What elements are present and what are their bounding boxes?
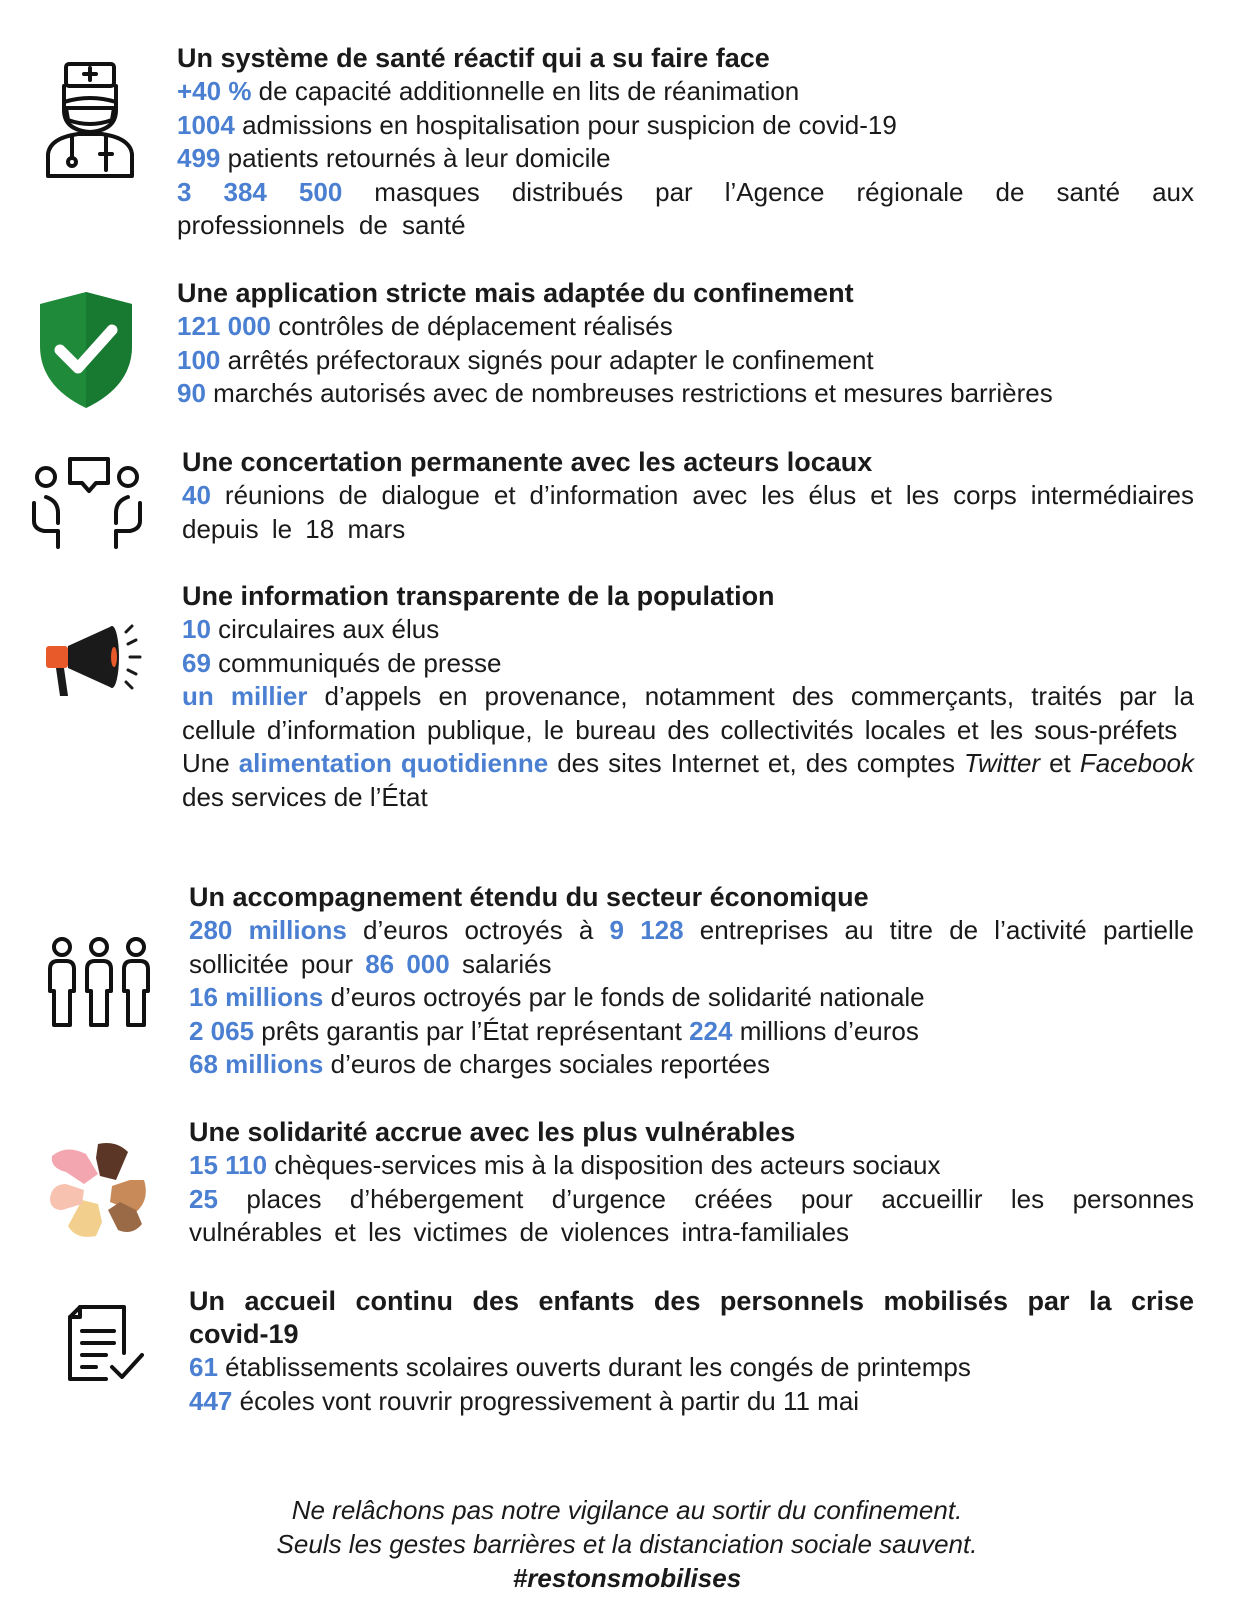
stat-value: 2 065: [189, 1015, 255, 1046]
section-title: Une concertation permanente avec les acteurs locaux: [182, 447, 873, 477]
section-economie: [189, 881, 1194, 1082]
section-title: Une information transparente de la population: [182, 581, 775, 611]
section-sante: [177, 42, 1194, 243]
stat-value: alimentation quotidienne: [238, 748, 549, 778]
stat-text: communiqués de presse: [210, 647, 502, 678]
megaphone-icon: [42, 620, 146, 700]
shield-check-icon: [36, 290, 136, 410]
stat-value: 9 128: [609, 915, 684, 945]
stat-text: contrôles de déplacement réalisés: [270, 311, 673, 341]
section-information: [182, 580, 1194, 814]
stat-text: d’appels en provenance, notamment des commerçants, traités par la cellule d’information publique, le bureau des collectivités locales et les sous-préfets: [182, 681, 1195, 745]
footer-line: Ne relâchons pas notre vigilance au sortir du confinement.: [291, 1495, 963, 1525]
stat-text: patients retournés à leur domicile: [220, 143, 611, 173]
section-title: Un accompagnement étendu du secteur économique: [189, 882, 869, 912]
checklist-icon: [66, 1303, 146, 1383]
stat-value: 68 millions: [189, 1049, 324, 1079]
hashtag: #restonsmobilises: [512, 1563, 742, 1593]
section-confinement: [177, 277, 1194, 411]
stat-value: 499: [177, 143, 221, 173]
doctor-icon: [42, 58, 138, 178]
section-title: Une application stricte mais adaptée du confinement: [177, 278, 854, 308]
stat-value: 15 110: [189, 1150, 268, 1180]
stat-text: admissions en hospitalisation pour suspicion de covid-19: [234, 109, 897, 140]
section-accueil: [189, 1285, 1194, 1418]
stat-value: 280 millions: [189, 915, 347, 945]
stat-value: 10: [182, 614, 211, 644]
stat-text: écoles vont rouvrir progressivement à partir du 11 mai: [232, 1385, 860, 1416]
stat-text: marchés autorisés avec de nombreuses restrictions et mesures barrières: [205, 378, 1053, 408]
stat-text: arrêtés préfectoraux signés pour adapter le confinement: [220, 344, 874, 375]
stat-value: 16 millions: [189, 982, 324, 1012]
stat-value: 61: [189, 1352, 218, 1382]
stat-value: 1004: [177, 109, 235, 140]
stat-text: et: [1040, 748, 1071, 778]
twitter-label: Twitter: [964, 748, 1041, 778]
stat-text: des services de l’État: [182, 781, 428, 812]
stat-value: 100: [177, 344, 221, 375]
stat-text: de capacité additionnelle en lits de réanimation: [251, 76, 800, 106]
stat-text: réunions de dialogue et d’information avec les élus et les corps intermédiaires depuis le 18 mars: [182, 480, 1194, 544]
stat-value: 3 384 500: [177, 176, 343, 207]
section-concertation: [182, 446, 1194, 546]
section-title: Un système de santé réactif qui a su faire face: [177, 43, 770, 73]
stat-text: d’euros octroyés par le fonds de solidarité nationale: [323, 982, 925, 1012]
stat-value: 90: [177, 378, 206, 408]
stat-text: prêts garantis par l’État représentant: [254, 1015, 690, 1046]
stat-value: 447: [189, 1385, 233, 1416]
facebook-label: Facebook: [1079, 748, 1195, 778]
stat-value: 86 000: [365, 948, 450, 979]
stat-text: salariés: [449, 948, 552, 979]
dialogue-icon: [28, 455, 146, 555]
stat-value: +40 %: [177, 76, 252, 106]
section-title: Un accueil continu des enfants des personnels mobilisés par la crise covid-19: [189, 1286, 1194, 1349]
stat-text: places d’hébergement d’urgence créées pour accueillir les personnes vulnérables et les victimes de violences intra-familiales: [189, 1183, 1194, 1247]
stat-value: 40: [182, 480, 211, 510]
section-solidarite: [189, 1116, 1194, 1250]
stat-text: circulaires aux élus: [210, 614, 440, 644]
joined-hands-icon: [46, 1140, 150, 1240]
stat-value: 224: [689, 1015, 733, 1046]
stat-text: d’euros de charges sociales reportées: [323, 1049, 770, 1079]
section-title: Une solidarité accrue avec les plus vulnérables: [189, 1117, 796, 1147]
stat-text: d’euros octroyés à: [346, 915, 610, 945]
stat-text: entreprises au titre de l’activité partielle sollicitée pour: [189, 915, 1194, 979]
footer-line: Seuls les gestes barrières et la distanciation sociale sauvent.: [276, 1529, 978, 1559]
stat-value: un millier: [182, 681, 308, 711]
stat-text: chèques-services mis à la disposition des acteurs sociaux: [267, 1150, 941, 1180]
stat-text: Une: [182, 748, 239, 778]
stat-value: 25: [189, 1183, 218, 1214]
stat-text: masques distribués par l’Agence régionale de santé aux professionnels de santé: [177, 176, 1194, 240]
footer: [0, 1493, 1254, 1595]
people-group-icon: [44, 935, 154, 1031]
stat-text: établissements scolaires ouverts durant les congés de printemps: [217, 1352, 971, 1382]
stat-text: millions d’euros: [732, 1015, 919, 1046]
stat-value: 69: [182, 647, 211, 678]
stat-value: 121 000: [177, 311, 271, 341]
stat-text: des sites Internet et, des comptes: [548, 748, 964, 778]
